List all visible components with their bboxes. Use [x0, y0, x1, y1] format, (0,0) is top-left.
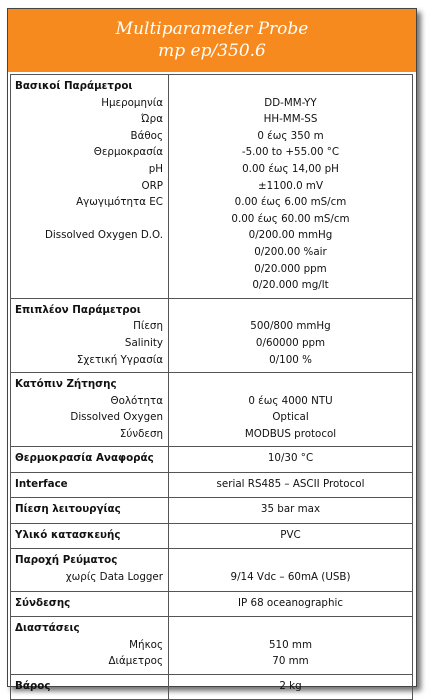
param-value: HH-MM-SS — [263, 113, 318, 126]
param-value: 0.00 έως 14,00 pH — [242, 162, 339, 175]
section-reference-temperature — [11, 447, 413, 472]
param-value: 9/14 Vdc – 60mA (USB) — [230, 571, 351, 584]
param-value: PVC — [280, 528, 301, 541]
param-label — [15, 244, 164, 261]
param-value: 0/20.000 mg/lt — [252, 279, 329, 292]
section-interface — [11, 472, 413, 497]
param-value: -5.00 to +55.00 °C — [241, 146, 340, 159]
param-value: 0/200.00 mmHg — [248, 229, 333, 242]
section-basic-parameters — [11, 75, 413, 299]
section-material — [11, 523, 413, 548]
product-model: mp ep/350.6 — [158, 41, 266, 61]
param-label: Αγωγιμότητα EC — [76, 196, 163, 209]
param-label — [15, 211, 164, 228]
param-value: MODBUS protocol — [244, 427, 337, 440]
param-value: 10/30 °C — [267, 452, 314, 465]
param-value: 0 έως 350 m — [257, 129, 324, 142]
param-label: pH — [148, 162, 163, 175]
param-value: 500/800 mmHg — [250, 320, 331, 333]
param-value: 35 bar max — [260, 503, 321, 516]
section-title: Βασικοί Παράμετροι — [15, 80, 133, 92]
basic-labels-cell — [11, 75, 169, 299]
param-label: Θερμοκρασία — [93, 146, 163, 159]
section-title: Βάρος — [15, 679, 51, 692]
param-value: 0/60000 ppm — [255, 336, 326, 349]
param-label: Salinity — [124, 336, 163, 349]
section-operating-pressure — [11, 498, 413, 523]
section-title: Interface — [15, 477, 68, 490]
param-label: Βάθος — [130, 129, 163, 142]
basic-values-cell — [169, 75, 413, 299]
param-label: Ώρα — [141, 113, 163, 126]
param-value: 0/200.00 %air — [254, 245, 327, 258]
param-value: DD-MM-YY — [264, 96, 317, 109]
param-value: serial RS485 – ASCII Protocol — [216, 477, 365, 490]
param-value: 0.00 έως 6.00 mS/cm — [234, 196, 347, 209]
param-label: Μήκος — [129, 638, 163, 651]
param-value: 2 kg — [279, 679, 302, 692]
section-weight — [11, 674, 413, 699]
product-title: Multiparameter Probe — [115, 19, 309, 39]
spec-table — [10, 74, 413, 700]
param-value: 0 έως 4000 NTU — [248, 394, 333, 407]
param-label: ORP — [141, 179, 163, 192]
section-extra-parameters — [11, 298, 413, 372]
section-dimensions — [11, 617, 413, 675]
param-label: Ημερομηνία — [101, 96, 163, 109]
section-title: Σύνδεσης — [15, 596, 71, 609]
param-value: 0/20.000 ppm — [254, 262, 327, 275]
param-label: Dissolved Oxygen — [70, 411, 163, 424]
param-label: Dissolved Oxygen D.O. — [44, 229, 163, 242]
section-title: Διαστάσεις — [15, 622, 80, 635]
param-value: 70 mm — [272, 655, 309, 668]
param-value: 0.00 έως 60.00 mS/cm — [231, 212, 350, 225]
section-title: Παροχή Ρεύματος — [15, 554, 118, 567]
section-title: Επιπλέον Παράμετροι — [15, 303, 141, 316]
section-title: Υλικό κατασκευής — [15, 528, 121, 541]
section-title: Κατόπιν Ζήτησης — [15, 378, 117, 391]
param-label: Σχετική Υγρασία — [76, 353, 163, 366]
param-label — [15, 277, 164, 294]
param-value: IP 68 oceanographic — [238, 596, 343, 609]
param-value: 0/100 % — [269, 353, 312, 366]
param-value: Optical — [272, 411, 309, 424]
param-label: Θολότητα — [110, 394, 163, 407]
param-value: 510 mm — [269, 638, 312, 651]
param-label: Σύνδεση — [119, 427, 163, 440]
section-connection — [11, 591, 413, 616]
spec-sheet — [7, 8, 417, 692]
section-on-request — [11, 373, 413, 447]
param-value: ±1100.0 mV — [257, 179, 323, 192]
param-label: χωρίς Data Logger — [65, 571, 163, 584]
param-label: Πίεση — [133, 320, 163, 333]
param-label — [15, 261, 164, 278]
section-title: Πίεση λειτουργίας — [15, 503, 121, 516]
section-power-supply — [11, 549, 413, 592]
product-header — [8, 9, 416, 72]
param-label: Διάμετρος — [108, 655, 163, 668]
section-title: Θερμοκρασία Αναφοράς — [15, 452, 154, 465]
